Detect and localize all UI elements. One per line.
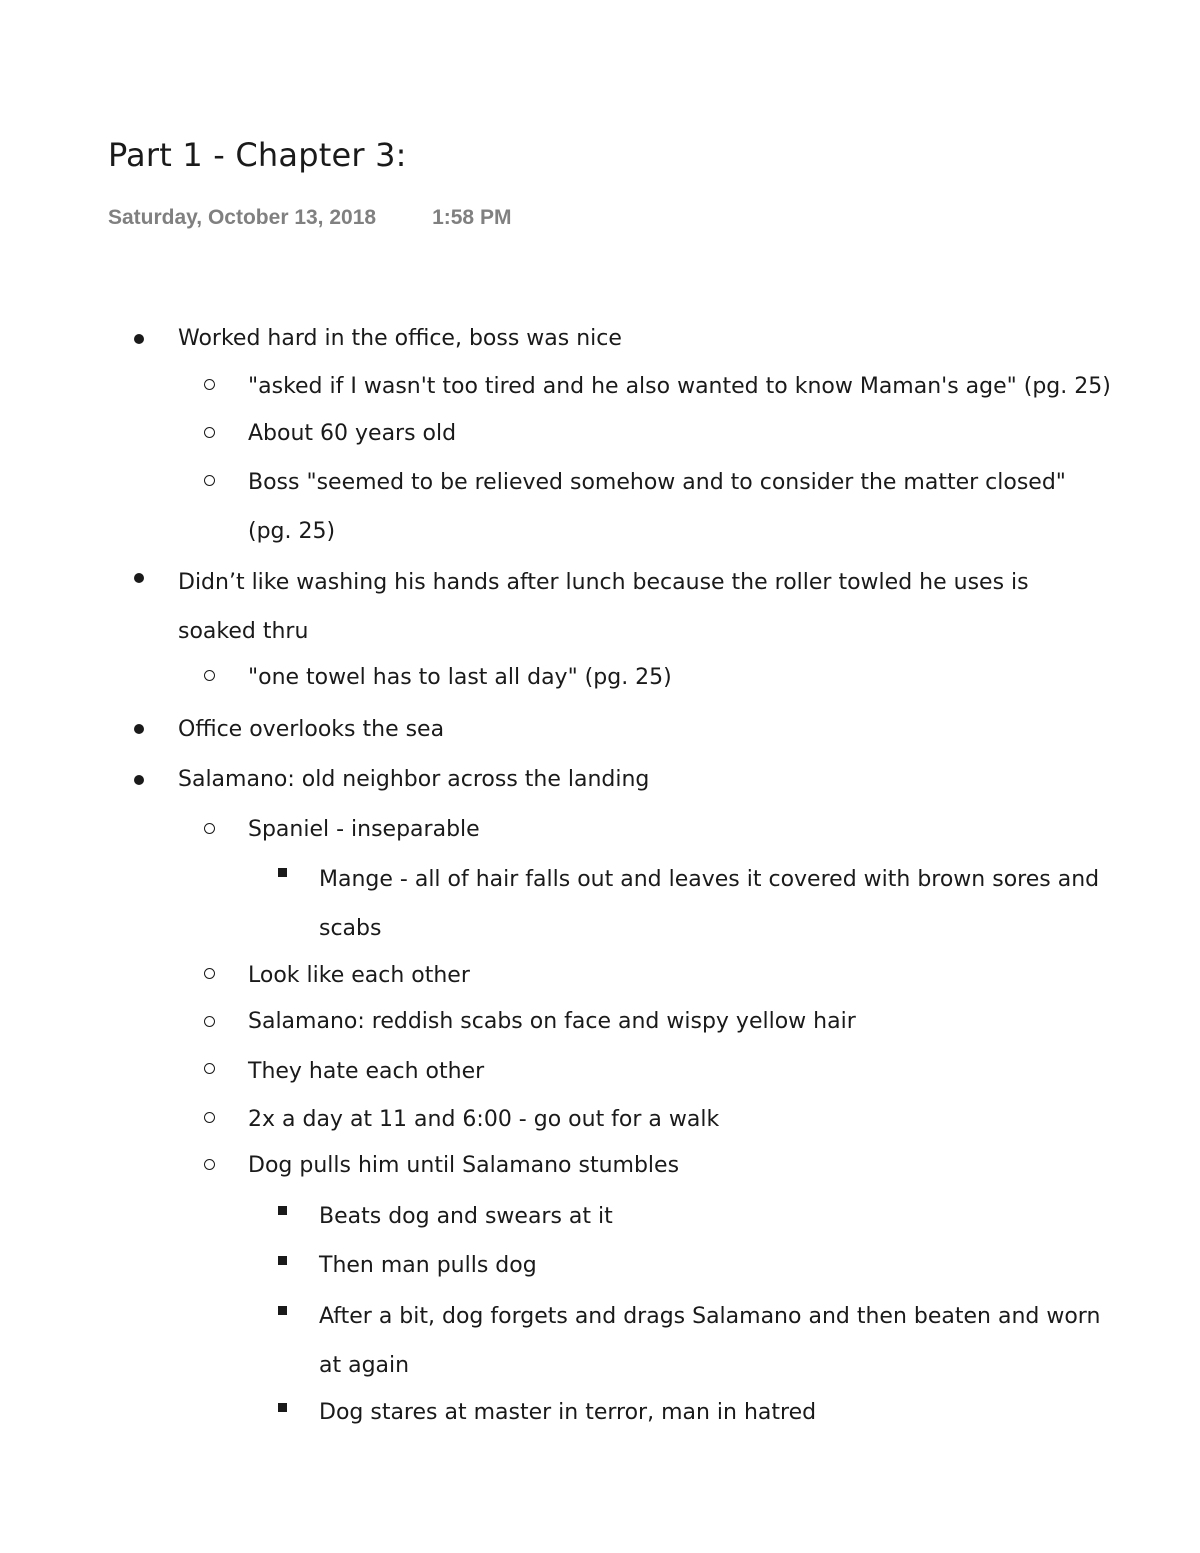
- bullet-square-icon: [278, 868, 287, 877]
- list-item-text: Dog stares at master in terror, man in hatred: [319, 1400, 817, 1425]
- list-item-text: Salamano: reddish scabs on face and wispy yellow hair: [248, 1009, 856, 1034]
- list-item-text-continued: at again: [319, 1353, 410, 1378]
- list-item-text-continued: soaked thru: [178, 619, 309, 644]
- list-item-text: Boss "seemed to be relieved somehow and to consider the matter closed": [248, 470, 1066, 495]
- bullet-circle-icon: [204, 823, 215, 834]
- page-title: Part 1 - Chapter 3:: [108, 136, 407, 174]
- bullet-square-icon: [278, 1306, 287, 1315]
- list-item-text: "asked if I wasn't too tired and he also wanted to know Maman's age" (pg. 25): [248, 374, 1111, 399]
- bullet-square-icon: [278, 1403, 287, 1412]
- list-item-text: About 60 years old: [248, 421, 457, 446]
- note-date: Saturday, October 13, 2018: [108, 206, 377, 229]
- list-item-text: "one towel has to last all day" (pg. 25): [248, 665, 672, 690]
- bullet-disc-icon: [134, 573, 144, 583]
- list-item-text: After a bit, dog forgets and drags Salamano and then beaten and worn: [319, 1304, 1101, 1329]
- bullet-square-icon: [278, 1206, 287, 1215]
- bullet-circle-icon: [204, 379, 215, 390]
- list-item-text-continued: (pg. 25): [248, 519, 336, 544]
- list-item-text: 2x a day at 11 and 6:00 - go out for a walk: [248, 1107, 720, 1132]
- bullet-circle-icon: [204, 1063, 215, 1074]
- list-item-text: Office overlooks the sea: [178, 717, 445, 742]
- list-item-text: Mange - all of hair falls out and leaves it covered with brown sores and: [319, 867, 1100, 892]
- list-item-text: Didn’t like washing his hands after lunch because the roller towled he uses is: [178, 570, 1029, 595]
- bullet-circle-icon: [204, 1159, 215, 1170]
- bullet-square-icon: [278, 1256, 287, 1265]
- list-item-text: Salamano: old neighbor across the landing: [178, 767, 650, 792]
- bullet-disc-icon: [134, 724, 144, 734]
- list-item-text: Dog pulls him until Salamano stumbles: [248, 1153, 680, 1178]
- list-item-text: Beats dog and swears at it: [319, 1204, 613, 1229]
- list-item-text: Look like each other: [248, 963, 470, 988]
- list-item-text: Then man pulls dog: [319, 1253, 537, 1278]
- bullet-circle-icon: [204, 1016, 215, 1027]
- bullet-circle-icon: [204, 670, 215, 681]
- list-item-text-continued: scabs: [319, 916, 382, 941]
- bullet-circle-icon: [204, 1112, 215, 1123]
- list-item-text: Worked hard in the office, boss was nice: [178, 326, 622, 351]
- bullet-circle-icon: [204, 475, 215, 486]
- list-item-text: Spaniel - inseparable: [248, 817, 480, 842]
- note-time: 1:58 PM: [432, 206, 512, 229]
- list-item-text: They hate each other: [248, 1059, 485, 1084]
- bullet-circle-icon: [204, 968, 215, 979]
- bullet-disc-icon: [134, 775, 144, 785]
- bullet-disc-icon: [134, 334, 144, 344]
- bullet-circle-icon: [204, 427, 215, 438]
- note-timestamp: [108, 206, 511, 230]
